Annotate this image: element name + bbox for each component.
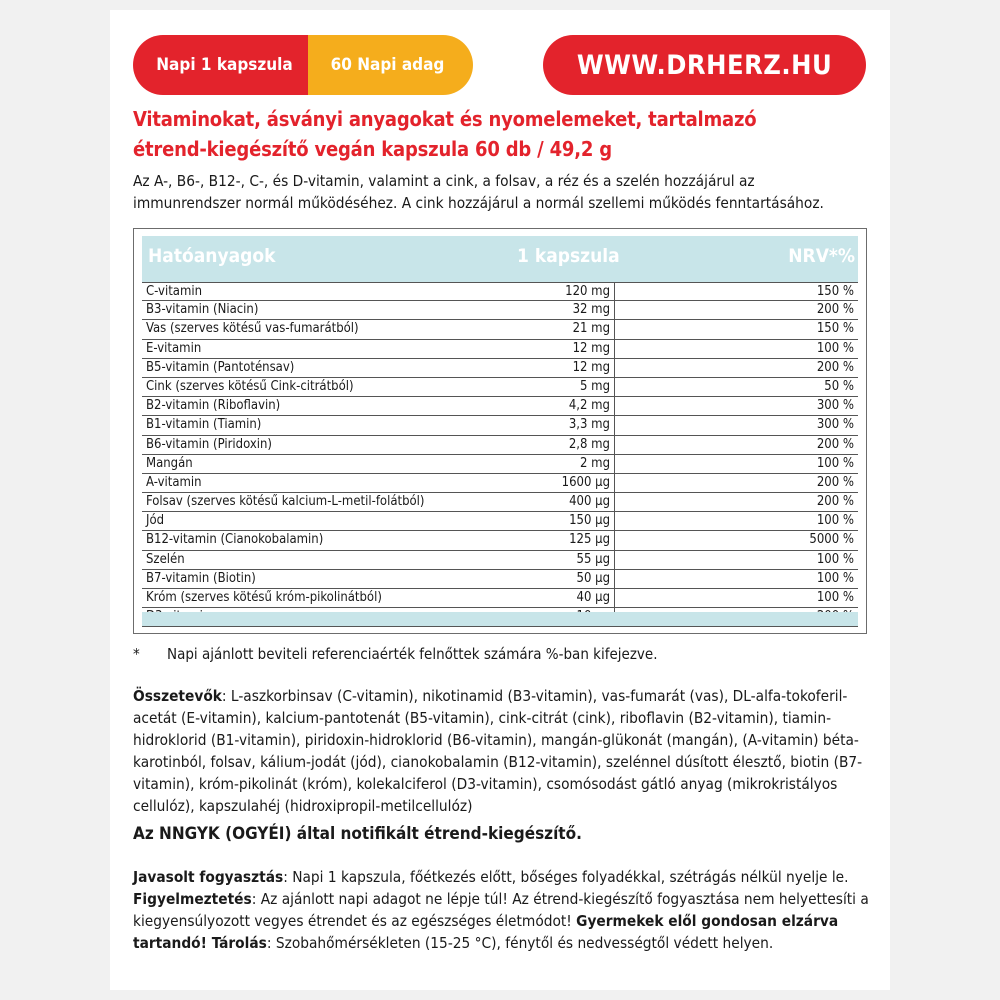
health-claim: [133, 170, 873, 214]
table-row: [142, 531, 858, 550]
daily-dose-badge: Napi 1 kapszula: [133, 35, 308, 95]
product-title: [133, 104, 873, 164]
row-amount: 32 mg: [502, 301, 615, 319]
row-ingredient: C-vitamin: [146, 284, 203, 299]
header-nrv: NRV*%: [788, 245, 855, 267]
row-amount: 50 µg: [502, 570, 615, 588]
row-ingredient: B12-vitamin (Cianokobalamin): [146, 532, 324, 548]
table-row: [142, 589, 858, 608]
row-amount: 1600 µg: [502, 474, 615, 492]
usage-instructions: [133, 866, 873, 954]
row-ingredient: Szelén: [146, 551, 185, 567]
row-ingredient: Vas (szerves kötésű vas-fumarátból): [146, 321, 359, 337]
daily-portions-badge: 60 Napi adag: [308, 35, 473, 95]
row-nrv: 200 %: [816, 474, 854, 490]
table-row: [142, 512, 858, 531]
row-amount: 400 µg: [502, 493, 615, 511]
recommended-text: : Napi 1 kapszula, főétkezés előtt, bőséges folyadékkal, szétrágás nélkül nyelje le.: [283, 868, 849, 886]
row-nrv: 200 %: [816, 494, 854, 510]
row-amount: 5 mg: [502, 378, 615, 396]
table-row: [142, 397, 858, 416]
product-title-line-1: Vitaminokat, ásványi anyagokat és nyomelemeket, tartalmazó: [133, 107, 757, 131]
row-ingredient: B3-vitamin (Niacin): [146, 302, 259, 318]
row-nrv: 50 %: [824, 378, 854, 394]
table-row: [142, 282, 858, 301]
table-row: [142, 301, 858, 320]
row-amount: 4,2 mg: [502, 397, 615, 415]
row-nrv: 100 %: [816, 570, 854, 586]
table-row: [142, 378, 858, 397]
row-amount: 12 mg: [502, 340, 615, 358]
row-ingredient: Króm (szerves kötésű króm-pikolinátból): [146, 590, 382, 605]
row-amount: 40 µg: [502, 589, 615, 607]
row-ingredient: Folsav (szerves kötésű kalcium-L-metil-folátból): [146, 494, 425, 510]
website-badge: WWW.DRHERZ.HU: [543, 35, 866, 95]
storage-label: Tárolás: [206, 934, 267, 952]
storage-text: : Szobahőmérsékleten (15-25 °C), fénytől és nedvességtől védett helyen.: [266, 934, 774, 952]
row-nrv: 100 %: [816, 455, 854, 471]
row-nrv: 100 %: [816, 340, 854, 356]
row-ingredient: B7-vitamin (Biotin): [146, 570, 256, 586]
row-ingredient: Cink (szerves kötésű Cink-citrátból): [146, 378, 354, 394]
row-amount: 12 mg: [502, 359, 615, 377]
ingredients: [133, 685, 873, 817]
row-ingredient: A-vitamin: [146, 474, 202, 490]
row-amount: 55 µg: [502, 551, 615, 569]
row-ingredient: B1-vitamin (Tiamin): [146, 417, 262, 433]
notification-statement: Az NNGYK (OGYÉI) által notifikált étrend-kiegészítő.: [133, 824, 582, 844]
row-amount: 120 mg: [502, 283, 615, 300]
row-amount: 125 µg: [502, 531, 615, 549]
ingredients-text: : L-aszkorbinsav (C-vitamin), nikotinamid (B3-vitamin), vas-fumarát (vas), DL-alfa-tokoferil-acetát (E-vitamin), kalcium-pantotenát (B5-vitamin), cink-citrát (cink), riboflavin (B2-vitamin), tiamin-hidroklorid (B1-vitamin), piridoxin-hidroklorid (B6-vitamin), mangán-glükonát (mangán), (A-vitamin) béta-karotinból, folsav, kálium-jodát (jód), cianokobalamin (B12-vitamin), szelénnel dúsított élesztő, biotin (B7-vitamin), króm-pikolinát (króm), kolekalciferol (D3-vitamin), csomósodást gátló anyag (mikrokristályos cellulóz), kapszulahéj (hidroxipropil-metilcellulóz): [133, 687, 863, 815]
row-nrv: 150 %: [816, 321, 854, 337]
row-nrv: 150 %: [816, 284, 854, 299]
table-row: [142, 570, 858, 589]
table-row: [142, 436, 858, 455]
table-row: [142, 493, 858, 512]
warning-text: : Az ajánlott napi adagot ne lépje túl! Az étrend-kiegészítő fogyasztása nem helyettesíti a kiegyensúlyozott vegyes étrendet és az egészséges életmódot!: [133, 890, 869, 930]
warning-label: Figyelmeztetés: [133, 890, 252, 908]
row-ingredient: B5-vitamin (Pantoténsav): [146, 359, 295, 375]
recommended-label: Javasolt fogyasztás: [133, 868, 284, 886]
row-nrv: 200 %: [816, 302, 854, 318]
row-amount: 2,8 mg: [502, 436, 615, 454]
header-amount: 1 kapszula: [517, 245, 620, 267]
footnote: [133, 645, 657, 663]
product-title-line-2: étrend-kiegészítő vegán kapszula 60 db / 49,2 g: [133, 137, 612, 161]
table-row: [142, 474, 858, 493]
row-ingredient: B2-vitamin (Riboflavin): [146, 398, 281, 414]
row-amount: 150 µg: [502, 512, 615, 530]
table-row: [142, 320, 858, 339]
footnote-star: *: [133, 645, 140, 663]
table-row: [142, 455, 858, 474]
table-row: [142, 340, 858, 359]
row-nrv: 200 %: [816, 359, 854, 375]
row-amount: 3,3 mg: [502, 416, 615, 434]
row-amount: 2 mg: [502, 455, 615, 473]
row-nrv: 5000 %: [809, 532, 854, 548]
row-nrv: 300 %: [816, 398, 854, 414]
table-row: [142, 416, 858, 435]
row-ingredient: Mangán: [146, 455, 193, 471]
health-claim-line-2: immunrendszer normál működéséhez. A cink hozzájárul a normál szellemi működés fenntartásához.: [133, 194, 824, 212]
table-row: [142, 551, 858, 570]
table-row: [142, 359, 858, 378]
row-nrv: 100 %: [816, 590, 854, 605]
row-nrv: 200 %: [816, 436, 854, 452]
table-body: [142, 282, 858, 627]
dose-pill: [133, 35, 473, 95]
nutrition-table: [133, 228, 867, 634]
row-nrv: 300 %: [816, 417, 854, 433]
footnote-text: Napi ajánlott beviteli referenciaérték felnőttek számára %-ban kifejezve.: [167, 645, 658, 663]
row-nrv: 100 %: [816, 551, 854, 567]
nutrition-table-inner: [142, 236, 858, 626]
health-claim-line-1: Az A-, B6-, B12-, C-, és D-vitamin, valamint a cink, a folsav, a réz és a szelén hozzájárul az: [133, 172, 755, 190]
table-footer-band: [142, 612, 858, 626]
row-amount: 21 mg: [502, 320, 615, 338]
row-ingredient: Jód: [146, 513, 165, 529]
children-warning: Gyermekek elől gondosan elzárva tartandó!: [133, 912, 839, 952]
row-ingredient: E-vitamin: [146, 340, 202, 356]
ingredients-label: Összetevők: [133, 687, 222, 705]
row-ingredient: B6-vitamin (Piridoxin): [146, 436, 272, 452]
row-nrv: 100 %: [816, 513, 854, 529]
header-ingredients: Hatóanyagok: [148, 245, 276, 267]
table-header: [142, 236, 858, 276]
